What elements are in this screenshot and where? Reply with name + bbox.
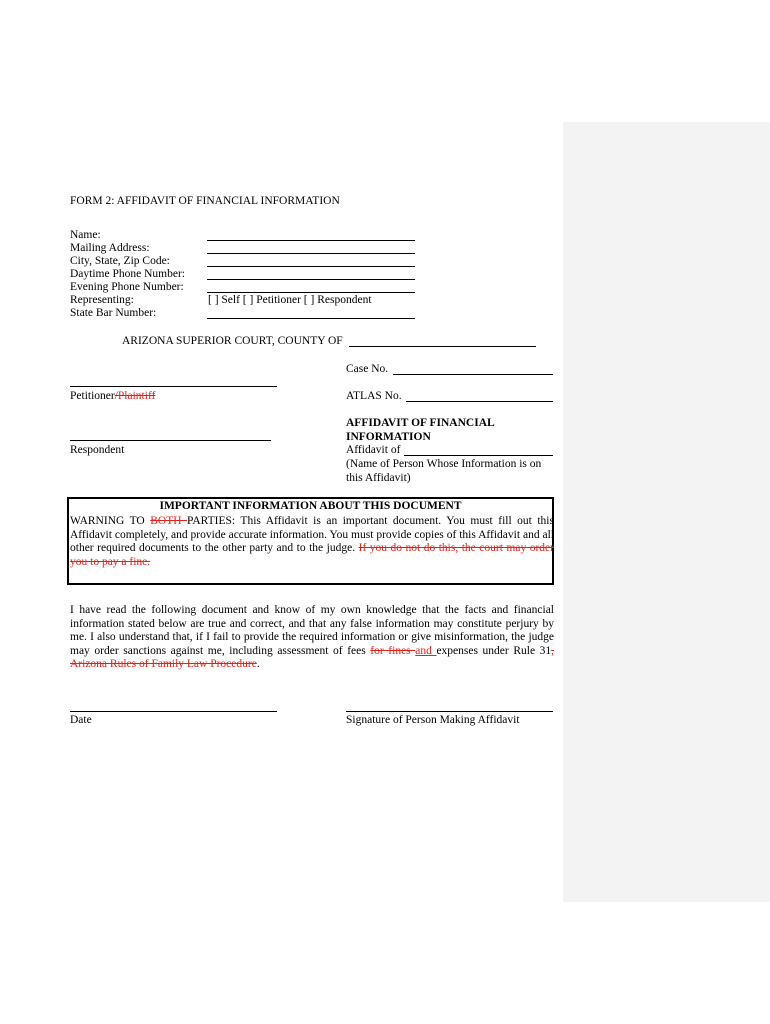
city-state-zip-line[interactable] [207,266,415,267]
date-line[interactable] [70,711,277,712]
daytime-phone-label: Daytime Phone Number: [70,268,185,280]
warning-body-text: PARTIES: This Affidavit is an important document. You must fill out this Affidavit completely, and provide accurate information. You must provide copies of this Affidavit and all other required documents to the other party and to the judge. [70,515,554,555]
statement-text-2: expenses under Rule 31 [436,644,552,657]
city-state-zip-label: City, State, Zip Code: [70,255,170,267]
respondent-label: Respondent [70,444,125,456]
petitioner-line[interactable] [70,386,277,387]
warning-title: IMPORTANT INFORMATION ABOUT THIS DOCUMENT [159,500,462,512]
warning-deleted-both: BOTH [150,515,188,527]
warning-deleted-tail: If you do not do this, the court may order you to pay a fine. [70,542,554,568]
comment-sidebar [563,122,770,902]
affidavit-heading-2: INFORMATION [346,431,431,443]
affidavit-of-line[interactable] [404,455,553,456]
petitioner-text: Petitioner [70,390,115,402]
person-note-1: (Name of Person Whose Information is on [346,458,542,470]
person-note-2: this Affidavit) [346,472,411,484]
statement-inserted-1: and [415,644,437,657]
mailing-address-line[interactable] [207,253,415,254]
evening-phone-label: Evening Phone Number: [70,281,184,293]
petitioner-label [70,390,155,402]
statement-text-1: I have read the following document and know of my own knowledge that the facts and financial information stated below are true and correct, and that any false information may constitute perjury by me. I also understand that, if I fail to provide the required information or give misinformation, the judge may order sanctions against me, including assessment of fees [70,604,554,657]
date-label: Date [70,714,92,726]
state-bar-line[interactable] [207,318,415,319]
signature-label: Signature of Person Making Affidavit [346,714,520,726]
affidavit-of-label: Affidavit of [346,444,401,456]
representing-options[interactable]: [ ] Self [ ] Petitioner [ ] Respondent [208,294,372,306]
statement-paragraph [70,604,554,672]
form-title: FORM 2: AFFIDAVIT OF FINANCIAL INFORMATION [70,195,340,207]
court-heading: ARIZONA SUPERIOR COURT, COUNTY OF [122,335,343,347]
daytime-phone-line[interactable] [207,279,415,280]
warning-text [70,515,554,569]
case-no-line[interactable] [393,374,553,375]
case-no-label: Case No. [346,363,389,375]
signature-line[interactable] [346,711,553,712]
statement-deleted-2: , Arizona Rules of Family Law Procedure [70,644,555,671]
name-label: Name: [70,229,101,241]
respondent-line[interactable] [70,440,271,441]
atlas-no-line[interactable] [406,401,553,402]
state-bar-label: State Bar Number: [70,307,157,319]
petitioner-deleted-text: /Plaintiff [114,390,156,402]
representing-label: Representing: [70,294,134,306]
county-line[interactable] [349,346,536,347]
name-line[interactable] [207,240,415,241]
statement-deleted-1: for fines [370,644,416,657]
affidavit-heading-1: AFFIDAVIT OF FINANCIAL [346,417,495,429]
atlas-no-label: ATLAS No. [346,390,402,402]
evening-phone-line[interactable] [207,292,415,293]
warning-to-text: WARNING TO [70,515,151,527]
statement-text-3: . [256,658,260,671]
mailing-address-label: Mailing Address: [70,242,150,254]
